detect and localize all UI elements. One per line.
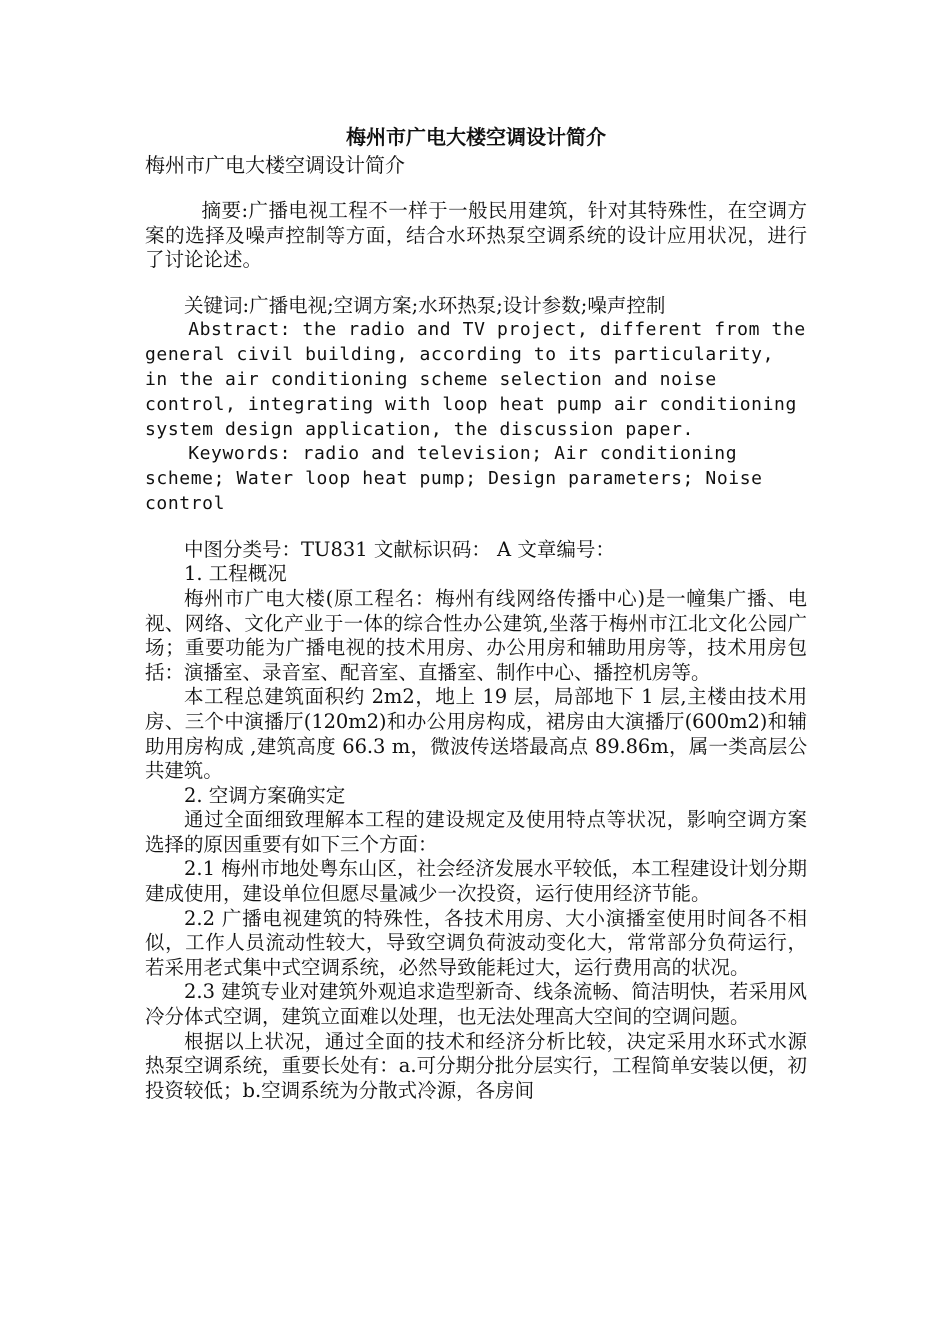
keywords-english: Keywords: radio and television; Air conditioning scheme; Water loop heat pump; Design parameters; Noise control [145, 443, 763, 514]
paragraph-item-2-1: 2.1 梅州市地处粤东山区，社会经济发展水平较低，本工程建设计划分期建成使用，建设单位但愿尽量减少一次投资，运行使用经济节能。 [145, 857, 807, 906]
section-heading-2: 2. 空调方案确实定 [184, 783, 346, 807]
paragraph-scheme-decision: 根据以上状况，通过全面的技术和经济分析比较，决定采用水环式水源热泵空调系统，重要长处有：a.可分期分批分层实行，工程简单安装以便，初投资较低；b.空调系统为分散式冷源，各房间 [145, 1029, 807, 1102]
document-subtitle: 梅州市广电大楼空调设计简介 [145, 153, 405, 177]
section-heading-1: 1. 工程概况 [184, 562, 287, 586]
keywords-chinese: 关键词:广播电视;空调方案;水环热泵;设计参数;噪声控制 [184, 293, 666, 317]
document-body [145, 120, 807, 1103]
classification-line: 中图分类号：TU831 文献标识码： A 文章编号： [184, 537, 615, 561]
paragraph-item-2-2: 2.2 广播电视建筑的特殊性，各技术用房、大小演播室使用时间各不相似，工作人员流动性较大，导致空调负荷波动变化大，常常部分负荷运行，若采用老式集中式空调系统，必然导致能耗过大，运行费用高的状况。 [145, 906, 807, 979]
document-title: 梅州市广电大楼空调设计简介 [346, 125, 606, 149]
abstract-chinese: 摘要:广播电视工程不一样于一般民用建筑，针对其特殊性，在空调方案的选择及噪声控制等方面，结合水环热泵空调系统的设计应用状况，进行了讨论论述。 [145, 199, 807, 272]
paragraph-scheme-factors: 通过全面细致理解本工程的建设规定及使用特点等状况，影响空调方案选择的原因重要有如下三个方面： [145, 808, 807, 856]
abstract-english: Abstract: the radio and TV project, different from the general civil building, according to its particularity, in the air conditioning scheme selection and noise control, integrating with loop heat pump air conditioning system design application, the discussion paper. [145, 319, 806, 440]
paragraph-project-overview: 梅州市广电大楼(原工程名：梅州有线网络传播中心)是一幢集广播、电视、网络、文化产业于一体的综合性办公建筑,坐落于梅州市江北文化公园广场；重要功能为广播电视的技术用房、办公用房和辅助用房等，技术用房包括：演播室、录音室、配音室、直播室、制作中心、播控机房等。 [145, 586, 807, 684]
paragraph-building-area: 本工程总建筑面积约 2m2，地上 19 层，局部地下 1 层,主楼由技术用房、三个中演播厅(120m2)和办公用房构成，裙房由大演播厅(600m2)和辅助用房构成 ,建筑高度 66.3 m，微波传送塔最高点 89.86m，属一类高层公共建筑。 [145, 685, 807, 783]
paragraph-item-2-3: 2.3 建筑专业对建筑外观追求造型新奇、线条流畅、简洁明快，若采用风冷分体式空调，建筑立面难以处理，也无法处理高大空间的空调问题。 [145, 980, 807, 1029]
